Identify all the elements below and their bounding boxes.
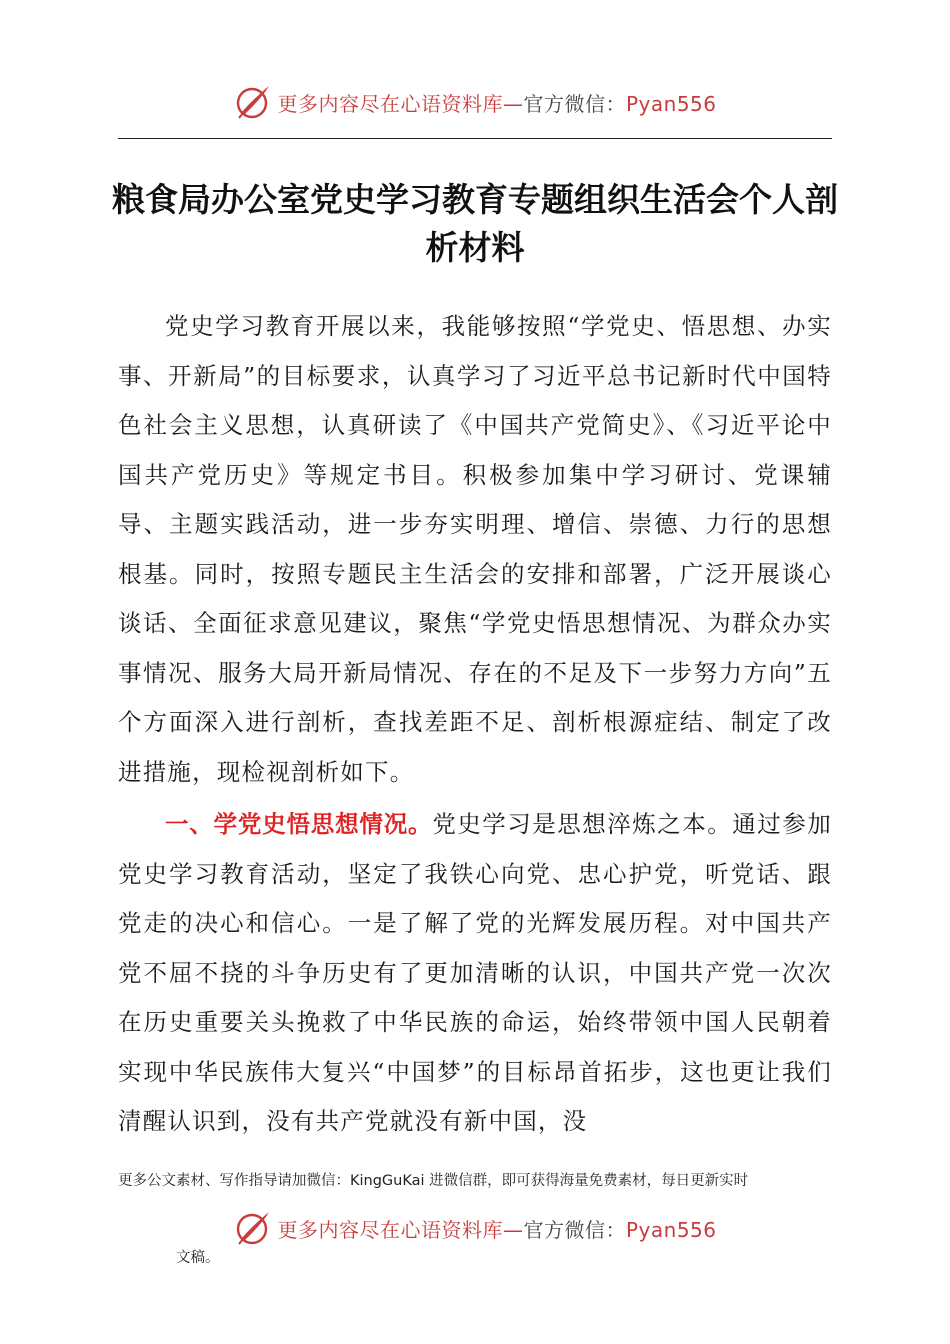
quill-logo-icon: [233, 1208, 273, 1248]
document-title: 粮食局办公室党史学习教育专题组织生活会个人剖析材料: [112, 180, 838, 267]
banner-text: 更多内容尽在心语资料库—官方微信：Pyan556: [277, 1217, 717, 1242]
section-one-body: 党史学习是思想淬炼之本。通过参加党史学习教育活动，坚定了我铁心向党、忠心护党，听党话、跟党走的决心和信心。一是了解了党的光辉发展历程。对中国共产党不屈不挠的斗争历史有了更加清晰的认识，中国共产党一次次在历史重要关头挽救了中华民族的命运，始终带领中国人民朝着实现中华民族伟大复兴“中国梦”的目标昂首拓步，这也更让我们清醒认识到，没有共产党就没有新中国，没: [118, 810, 833, 1135]
quill-logo-icon: [233, 82, 273, 122]
footer-note-continuation: 文稿。: [176, 1250, 220, 1266]
banner-text: 更多内容尽在心语资料库—官方微信：Pyan556: [277, 91, 717, 116]
footer-watermark-banner: [0, 1208, 950, 1248]
footer-note: 更多公文素材、写作指导请加微信：KingGuKai 进微信群，即可获得海量免费素材，每日更新实时: [118, 1173, 749, 1189]
header-watermark-banner: [0, 82, 950, 122]
intro-paragraph: 党史学习教育开展以来，我能够按照“学党史、悟思想、办实事、开新局”的目标要求，认真学习了习近平总书记新时代中国特色社会主义思想，认真研读了《中国共产党简史》、《习近平论中国共产党历史》等规定书目。积极参加集中学习研讨、党课辅导、主题实践活动，进一步夯实明理、增信、崇德、力行的思想根基。同时，按照专题民主生活会的安排和部署，广泛开展谈心谈话、全面征求意见建议，聚焦“学党史悟思想情况、为群众办实事情况、服务大局开新局情况、存在的不足及下一步努力方向”五个方面深入进行剖析，查找差距不足、剖析根源症结、制定了改进措施，现检视剖析如下。: [118, 312, 832, 786]
section-heading: 一、学党史悟思想情况。: [165, 810, 433, 838]
header-divider: [118, 138, 832, 139]
section-one-paragraph: [118, 800, 832, 1147]
